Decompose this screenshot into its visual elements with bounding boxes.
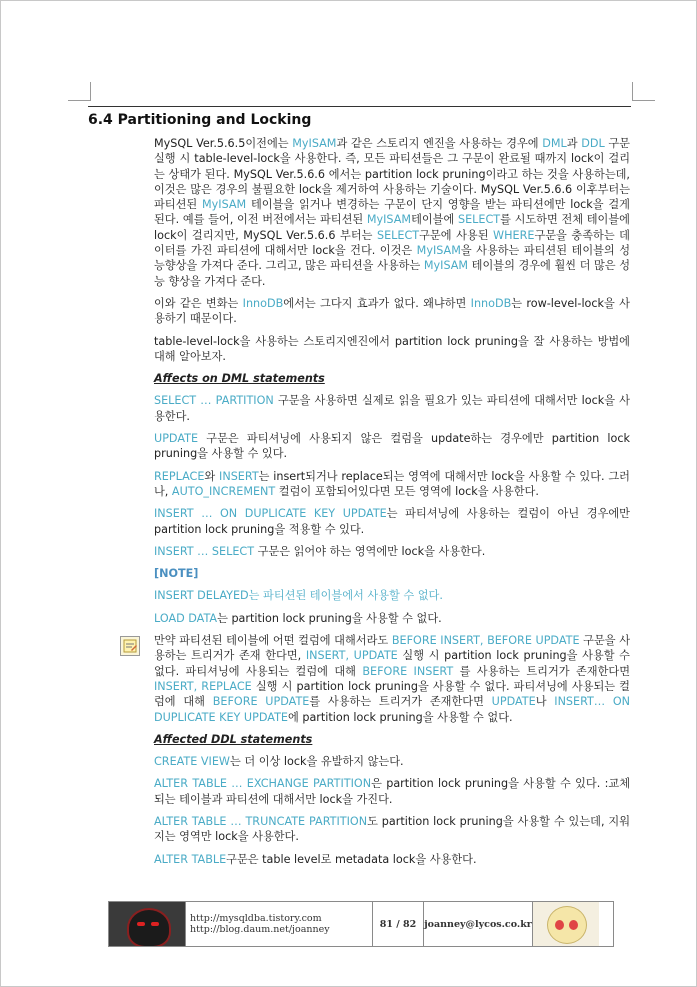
memo-note-icon[interactable] — [120, 636, 140, 656]
text-run: 구문은 읽어야 하는 영역에만 lock을 사용한다. — [254, 544, 486, 558]
footer-url-tistory[interactable]: http://mysqldba.tistory.com — [190, 913, 322, 924]
text-run: 테이블을 읽거나 변경하는 구문이 단지 영향을 받는 파티션에만 lock을 걸게 된다. 예를 들어, 이전 버전에서는 파티션된 — [154, 198, 630, 227]
text-run: 은 partition lock pruning을 사용할 수 있다. :교체되는 테이블과 파티션에 대해서만 lock을 가진다. — [154, 777, 630, 806]
ddl-item-truncate-partition — [154, 814, 630, 845]
text-run: 는 파티셔닝에 사용하는 컬럼이 아닌 경우에만 partition lock pruning을 적용할 수 있다. — [154, 507, 630, 536]
ddl-item-exchange-partition — [154, 776, 630, 807]
text-run: 는 row-level-lock을 사용하기 때문이다. — [154, 296, 630, 326]
keyword: MyISAM — [366, 213, 412, 227]
text-run: 는 insert되거나 replace되는 영역에 대해서만 lock을 사용할 수 있다. 그러나, — [154, 469, 630, 498]
keyword: MyISAM — [423, 259, 469, 273]
keyword: INSERT … SELECT — [154, 544, 255, 558]
author-avatar-left — [109, 902, 186, 946]
text-run: 는 더 이상 lock을 유발하지 않는다. — [229, 755, 404, 769]
text-run: 구문을 사용하는 트리거가 존재 한다면, — [154, 634, 630, 663]
footer-email[interactable]: joanney@lycos.co.kr — [424, 902, 533, 946]
mascot-avatar-right — [533, 902, 599, 946]
keyword: INSERT, REPLACE — [154, 679, 252, 693]
text-run: 와 — [204, 469, 220, 483]
text-run: 는 partition lock pruning을 사용할 수 없다. — [217, 611, 442, 625]
text-run: 에서는 그다지 효과가 없다. 왜냐하면 — [283, 296, 471, 310]
text-run: 를 시도하면 전체 테이블에 lock이 걸리지만, MySQL Ver.5.6.6 부터는 — [154, 213, 630, 242]
text-run: 를 사용하는 트리거가 존재한다면 — [453, 664, 631, 678]
keyword: MyISAM — [202, 198, 247, 212]
note-tag: [NOTE] — [154, 567, 199, 581]
keyword: BEFORE INSERT, BEFORE UPDATE — [391, 634, 580, 648]
keyword: LOAD DATA — [154, 611, 218, 625]
keyword: AUTO_INCREMENT — [171, 484, 276, 498]
text-run: MySQL Ver.5.6.5이전에는 — [154, 137, 293, 150]
dml-item-load-data — [154, 611, 630, 626]
intro-paragraph-2 — [154, 296, 630, 327]
dml-item-update — [154, 431, 630, 462]
dml-item-insert-on-duplicate — [154, 506, 630, 537]
keyword: DML — [542, 137, 567, 150]
keyword: MyISAM — [416, 244, 461, 258]
text-run: 도 partition lock pruning을 사용할 수 있는데, 지워지는 영역만 lock을 사용한다. — [154, 814, 631, 844]
keyword: INSERT, UPDATE — [305, 649, 398, 663]
text-run: 나 — [535, 695, 555, 709]
crop-mark-top-left — [68, 82, 91, 101]
keyword: DDL — [581, 137, 605, 150]
text-run: 이와 같은 변화는 — [154, 296, 243, 310]
keyword: CREATE VIEW — [154, 755, 230, 769]
text-run: 실행 시 partition lock pruning을 사용할 수 없다. 파티셔닝에 사용되는 컬럼에 대해 — [154, 679, 630, 709]
text-run: 테이블의 경우에 훨씬 더 많은 성능 향상을 가져다 준다. — [154, 259, 630, 288]
keyword: WHERE — [493, 228, 535, 242]
keyword: ALTER TABLE — [154, 852, 227, 866]
keyword: ALTER TABLE … EXCHANGE PARTITION — [154, 777, 372, 791]
keyword: ALTER TABLE … TRUNCATE PARTITION — [154, 814, 368, 828]
dml-item-select-partition — [154, 393, 630, 424]
keyword: SELECT … PARTITION — [154, 394, 274, 408]
keyword: INSERT … ON DUPLICATE KEY UPDATE — [154, 507, 387, 521]
text-run: 구문에 사용된 — [419, 228, 494, 242]
text-run: 구문을 사용하면 실제로 읽을 필요가 있는 파티션에 대해서만 lock을 사용한다. — [154, 394, 630, 423]
dml-heading: Affects on DML statements — [154, 372, 325, 386]
keyword: SELECT — [376, 228, 420, 242]
keyword: INSERT… ON DUPLICATE KEY UPDATE — [154, 695, 631, 724]
ddl-item-create-view — [154, 754, 630, 769]
text-run: 을 사용하는 파티션된 테이블의 성능향상을 가져다 준다. 그리고, 많은 파티션을 사용하는 — [154, 244, 630, 273]
document-body — [154, 136, 630, 874]
ddl-heading: Affected DDL statements — [154, 732, 313, 746]
ddl-item-alter-table — [154, 852, 630, 867]
intro-paragraph-3 — [154, 334, 630, 365]
header-rule — [88, 106, 631, 107]
keyword: UPDATE — [491, 695, 536, 709]
footer-urls — [186, 902, 373, 946]
keyword: INSERT — [219, 469, 259, 483]
keyword: BEFORE UPDATE — [212, 695, 310, 709]
dml-item-replace-insert — [154, 469, 630, 500]
text-run: 테이블에 — [411, 213, 458, 227]
footer-url-daum[interactable]: http://blog.daum.net/joanney — [190, 924, 330, 935]
text-run: 를 사용하는 트리거가 존재한다면 — [309, 695, 492, 709]
keyword: SELECT — [457, 213, 501, 227]
text-run: 만약 파티션된 테이블에 어떤 컬럼에 대해서라도 — [154, 634, 392, 648]
text-run: 구문을 충족하는 데이터를 가진 파티션에 대해서만 lock을 건다. 이것은 — [154, 228, 630, 258]
text-run: table-level-lock을 사용하는 스토리지엔진에서 partition lock pruning을 잘 사용하는 방법에 대해 알아보자. — [154, 334, 630, 363]
dml-item-insert-select — [154, 544, 630, 559]
text-run: 구문 실행 시 table-level-lock을 사용한다. 즉, 모든 파티션들은 그 구문이 완료될 때까지 lock이 걸리는 상태가 된다. MySQL Ver.5.6.6 에서는 partition lock pruning이라고 하는 것을 사용하는데, 이것은 많은 경우의 불필요한 lock을 제거하여 사용하는 기술이다. MySQL Ver.5.6.6 이후부터는 파티션된 — [154, 137, 630, 212]
intro-paragraph-1 — [154, 136, 630, 289]
text-run: 과 — [566, 137, 582, 150]
text-run: 컬럼이 포함되어있다면 모든 영역에 lock을 사용한다. — [275, 484, 539, 498]
keyword: UPDATE — [154, 432, 199, 446]
crop-mark-top-right — [632, 82, 655, 101]
note-insert-delayed: INSERT DELAYED는 파티션된 테이블에서 사용할 수 없다. — [154, 589, 443, 603]
keyword: BEFORE INSERT — [362, 664, 454, 678]
keyword: InnoDB — [242, 296, 284, 310]
dml-trigger-paragraph — [154, 633, 630, 725]
text-run: 구문은 파티셔닝에 사용되지 않은 컬럼을 update하는 경우에만 partition lock pruning을 사용할 수 있다. — [154, 432, 630, 461]
text-run: 과 같은 스토리지 엔진을 사용하는 경우에 — [336, 137, 543, 150]
page-footer — [108, 901, 614, 947]
section-title: 6.4 Partitioning and Locking — [88, 112, 312, 128]
text-run: 구문은 table level로 metadata lock을 사용한다. — [226, 852, 477, 866]
text-run: 실행 시 partition lock pruning을 사용할 수 없다. 파티셔닝에 사용되는 컬럼에 대해 — [154, 649, 630, 678]
keyword: MyISAM — [292, 137, 337, 150]
keyword: REPLACE — [154, 469, 205, 483]
page-number: 81 / 82 — [373, 902, 424, 946]
keyword: InnoDB — [470, 296, 512, 310]
text-run: 에 partition lock pruning을 사용할 수 없다. — [287, 710, 513, 724]
